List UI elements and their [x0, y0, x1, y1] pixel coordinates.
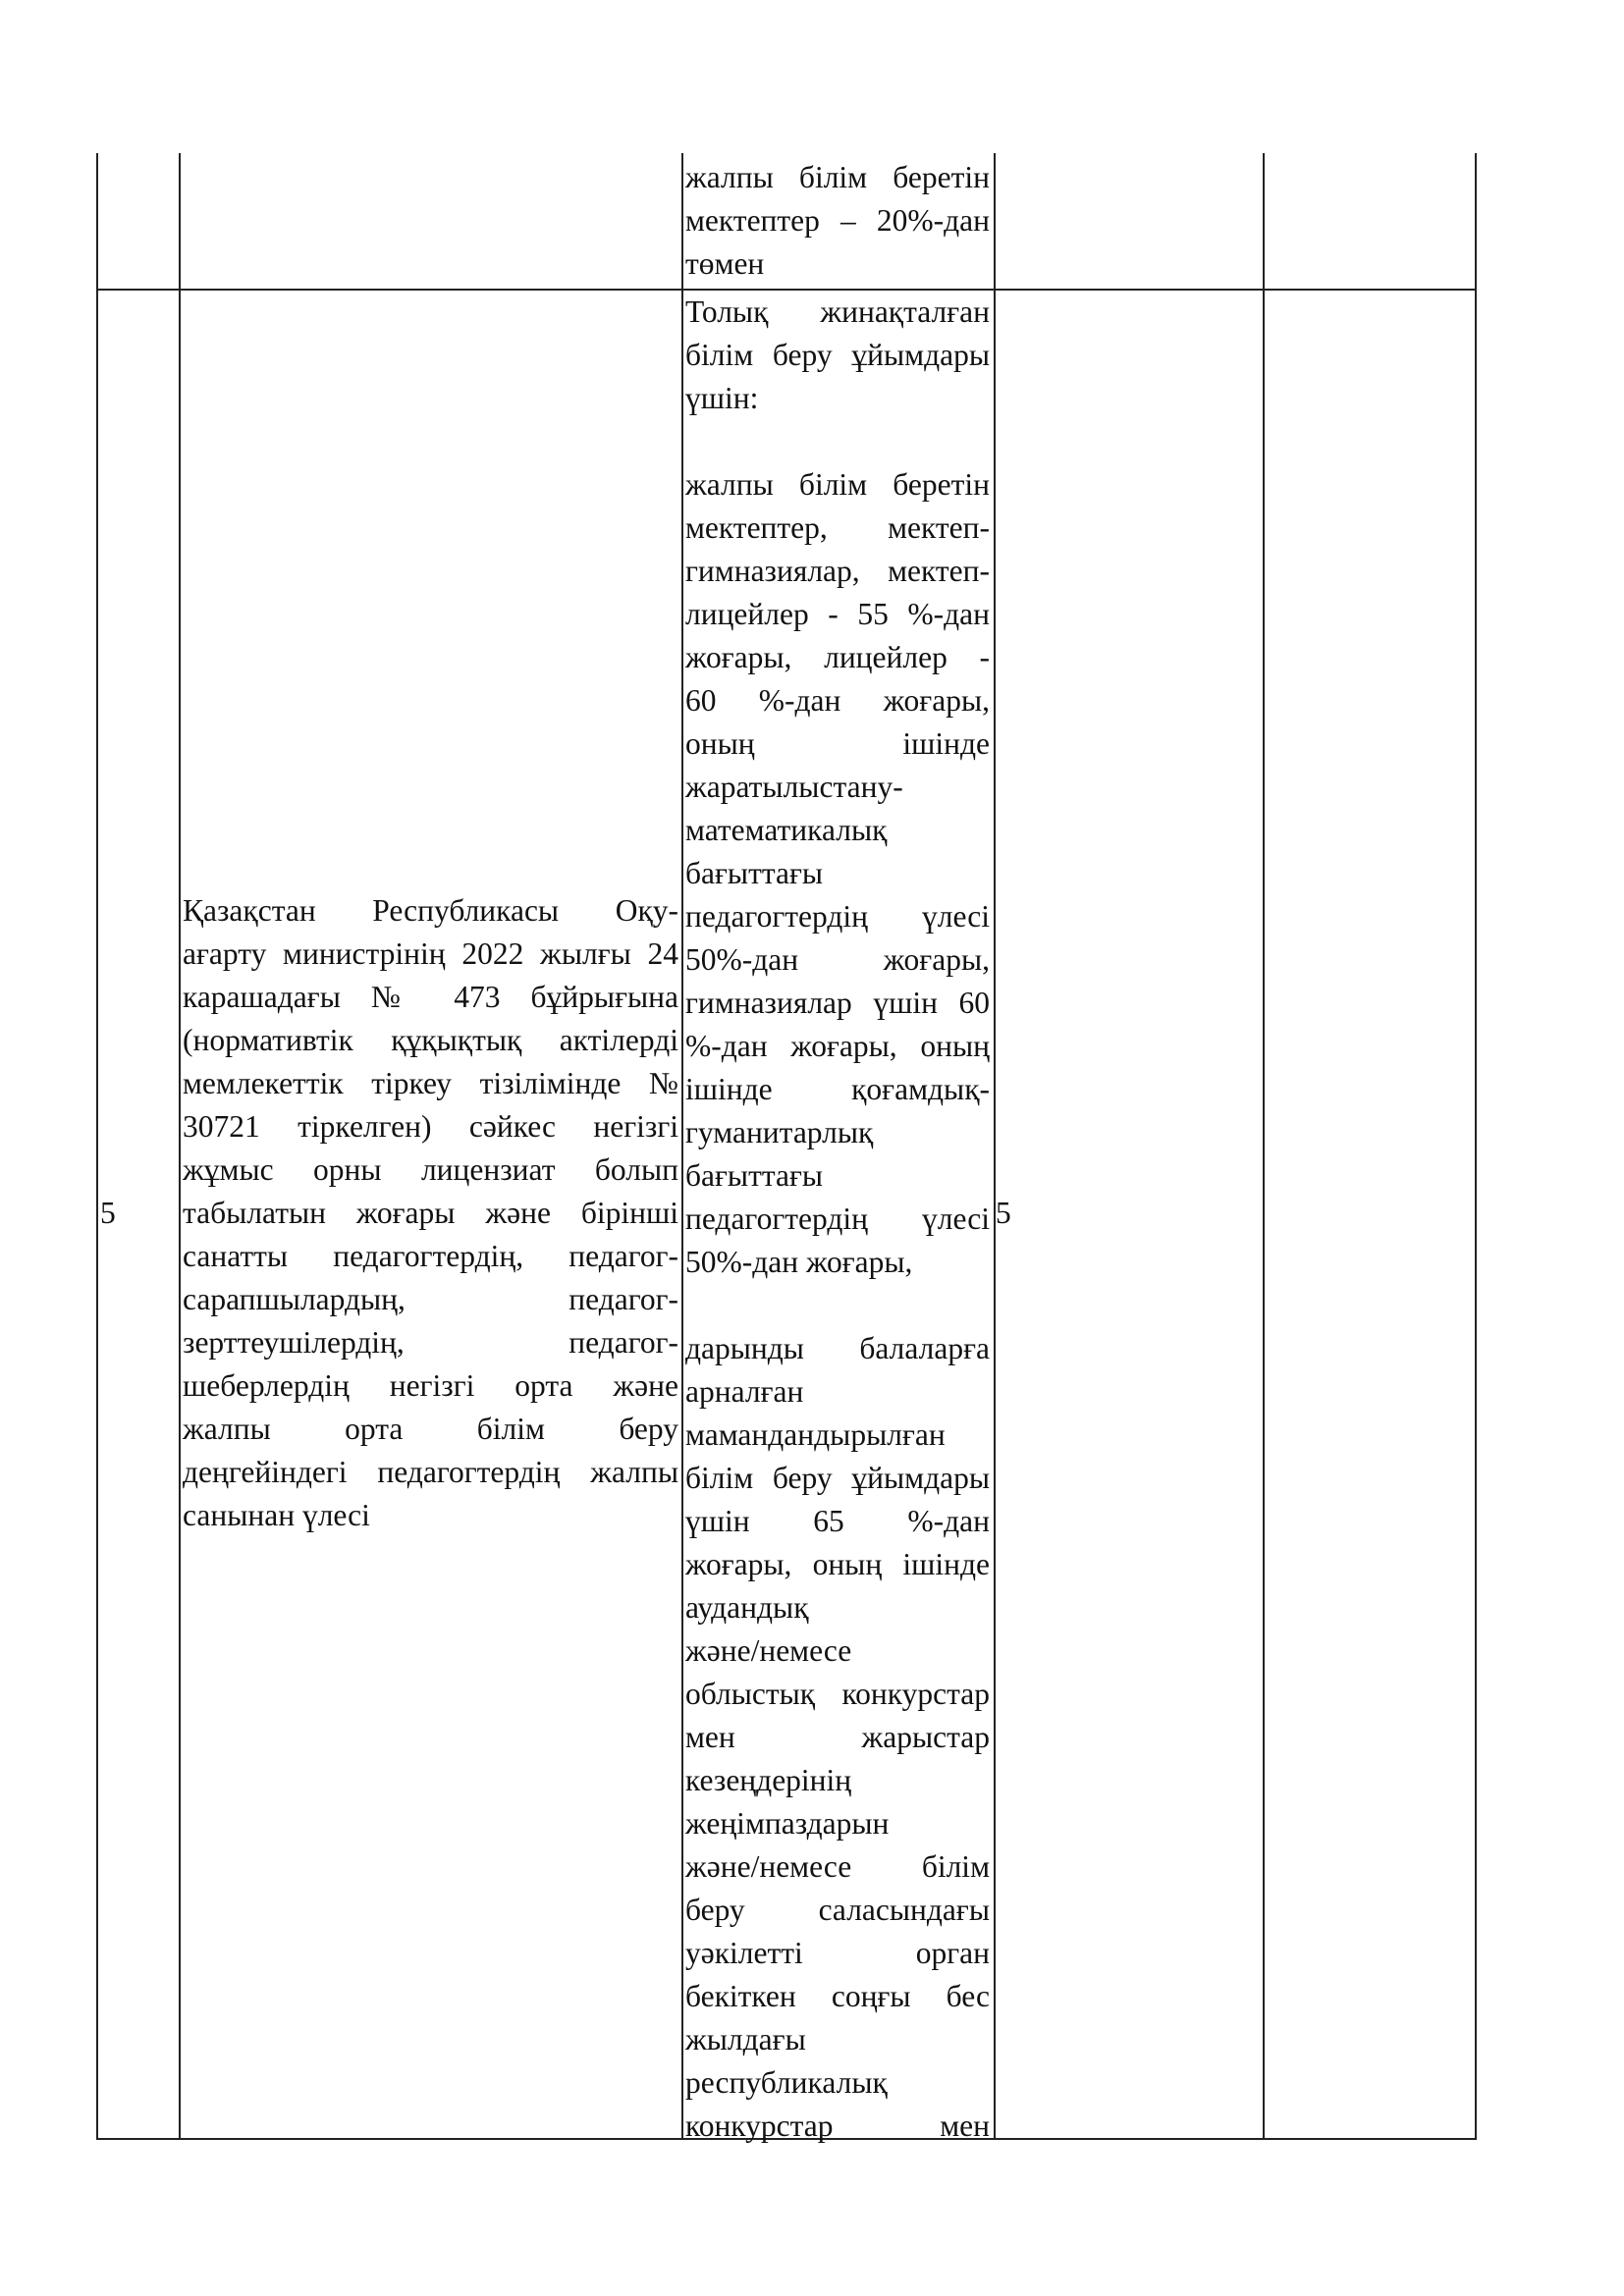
text-line: үшін: [685, 381, 759, 415]
text-line: Қазақстан Республикасы Оқу- [183, 893, 678, 928]
table-border-right [1475, 153, 1477, 2140]
text-line: бағыттағы [685, 856, 824, 890]
text-line [685, 420, 990, 463]
row-continuation-description [685, 156, 990, 286]
table-border-left [96, 153, 98, 2140]
text-line: аудандық [685, 1590, 809, 1625]
text-line: мен жарыстар [685, 1720, 990, 1754]
text-line: санынан үлесі [183, 1498, 370, 1532]
text-line: деңгейіндегі педагогтердің жалпы [183, 1455, 678, 1489]
points-cell [996, 1192, 1074, 1235]
text-line: жылдағы [685, 2022, 806, 2056]
text-line: ішінде қоғамдық- [685, 1072, 990, 1106]
text-line: республикалық [685, 2065, 888, 2100]
text-line: %-дан жоғары, оның [685, 1029, 990, 1063]
text-line: уәкілетті орган [685, 1936, 990, 1970]
criterion-cell [183, 889, 678, 1537]
text-line: 60 %-дан жоғары, [685, 683, 990, 718]
text-line: шеберлердің негізгі орта және [183, 1368, 678, 1403]
text-line: жалпы білім беретін [685, 160, 990, 194]
text-line: беру саласындағы [685, 1893, 990, 1927]
text-line: санатты педагогтердің, педагог- [183, 1239, 678, 1273]
text-line: облыстық конкурстар [685, 1677, 990, 1711]
text-line: төмен [685, 246, 765, 281]
text-line: жалпы орта білім беру [183, 1412, 678, 1446]
text-line: жұмыс орны лицензиат болып [183, 1152, 678, 1187]
text-line: педагогтердің үлесі [685, 1201, 990, 1236]
column-divider [1263, 153, 1265, 2140]
text-line: арналған [685, 1374, 804, 1409]
text-line: кезеңдерінің [685, 1763, 852, 1797]
text-line: 50%-дан жоғары, [685, 1245, 913, 1279]
criteria-table [96, 153, 1477, 2143]
text-line: мемлекеттік тіркеу тізілімінде № [183, 1066, 678, 1100]
text-line: 30721 тіркелген) сәйкес негізгі [183, 1109, 678, 1144]
text-line: білім беру ұйымдары [685, 338, 990, 372]
column-divider [179, 153, 181, 2140]
text-line: жеңімпаздарын [685, 1806, 890, 1841]
text-line: гимназиялар, мектеп- [685, 554, 990, 588]
text-line: білім беру ұйымдары [685, 1461, 990, 1495]
text-line: сарапшылардың, педагог- [183, 1282, 678, 1316]
text-line: ағарту министрінің 2022 жылғы 24 [183, 936, 678, 971]
text-line: мектептер – 20%-дан [685, 203, 990, 238]
text-line: үшін 65 %-дан [685, 1504, 990, 1538]
text-line: оның ішінде [685, 726, 990, 761]
text-line: гуманитарлық [685, 1115, 874, 1149]
text-line: Толық жинақталған [685, 294, 990, 329]
description-cell [685, 291, 990, 2148]
text-line: мамандандырылған [685, 1417, 946, 1452]
column-divider [994, 153, 996, 2140]
text-line: бекіткен соңғы бес [685, 1979, 990, 2013]
text-line: жаратылыстану- [685, 770, 903, 804]
text-line: педагогтердің үлесі [685, 899, 990, 934]
text-line: бағыттағы [685, 1158, 824, 1193]
text-line: жоғары, лицейлер - [685, 640, 990, 674]
text-line: мектептер, мектеп- [685, 510, 990, 545]
text-line: гимназиялар үшін 60 [685, 986, 990, 1020]
text-line: және/немесе [685, 1633, 852, 1668]
text-line: 50%-дан жоғары, [685, 942, 990, 977]
text-line: және/немесе білім [685, 1849, 990, 1884]
text-line: дарынды балаларға [685, 1331, 990, 1365]
text-line: (нормативтік құқықтық актілерді [183, 1023, 678, 1057]
text-line: табылатын жоғары және бірінші [183, 1196, 678, 1230]
text-line: жоғары, оның ішінде [685, 1547, 990, 1581]
row-number-text: 5 [100, 1196, 116, 1230]
text-line: математикалық [685, 813, 888, 847]
text-line: зерттеушілердің, педагог- [183, 1325, 678, 1360]
text-line [685, 1284, 990, 1327]
text-line: лицейлер - 55 %-дан [685, 597, 990, 631]
text-line: конкурстар мен [685, 2109, 990, 2143]
row-number [98, 1192, 177, 1235]
text-line: жалпы білім беретін [685, 467, 990, 502]
text-line: карашадағы № 473 бұйрығына [183, 980, 678, 1014]
points-text: 5 [996, 1196, 1011, 1230]
column-divider [681, 153, 683, 2140]
